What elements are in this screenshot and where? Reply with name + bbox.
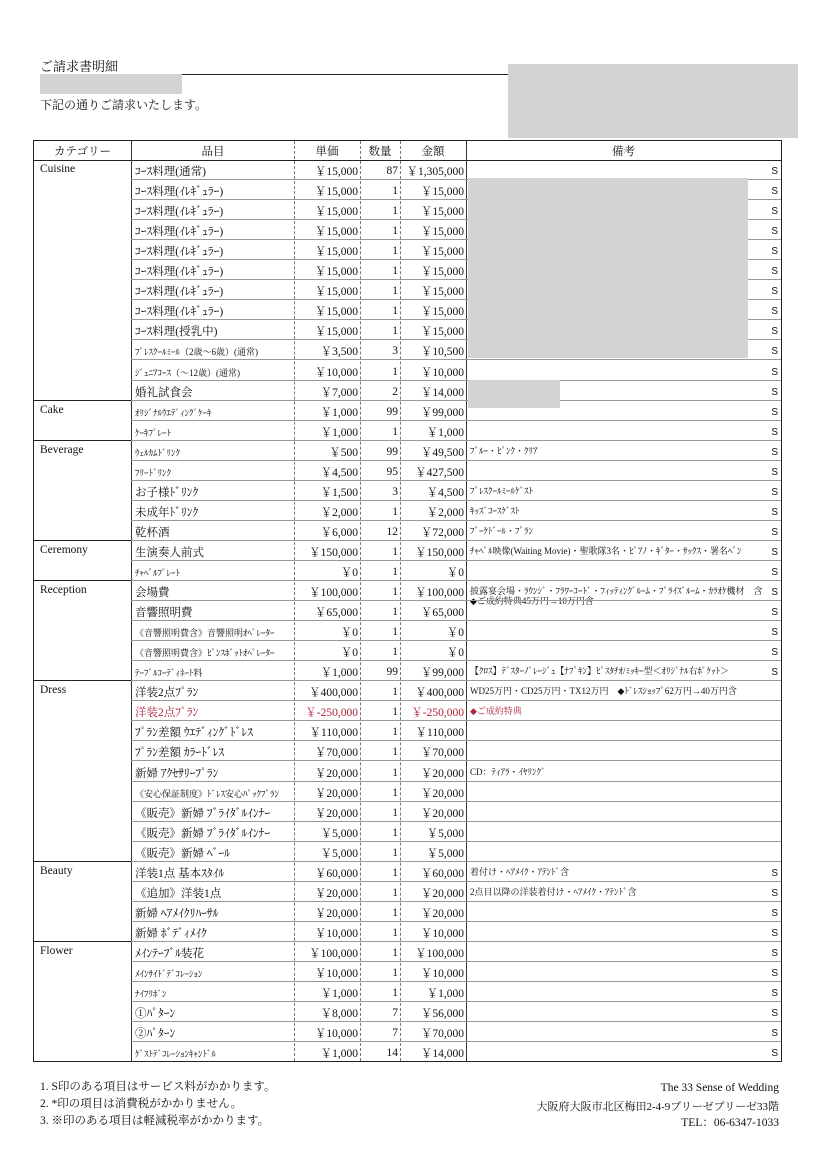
table-row — [34, 521, 781, 541]
unit-price-cell: ￥150,000 — [309, 546, 358, 559]
item-cell: ﾌﾘｰﾄﾞﾘﾝｸ — [135, 467, 172, 478]
quantity-cell: 3 — [392, 485, 398, 498]
quantity-cell: 12 — [386, 525, 398, 538]
service-mark: S — [771, 206, 778, 218]
amount-cell: ￥60,000 — [420, 867, 464, 880]
category-separator — [34, 861, 131, 862]
category-separator — [34, 680, 131, 681]
amount-cell: ￥20,000 — [420, 907, 464, 920]
quantity-cell: 99 — [386, 666, 398, 679]
item-cell: ①ﾊﾟﾀｰﾝ — [135, 1008, 176, 1021]
unit-price-cell: ￥1,000 — [320, 426, 358, 439]
service-mark: S — [771, 486, 778, 498]
unit-price-cell: ￥10,000 — [314, 968, 358, 980]
table-row — [34, 441, 781, 461]
item-cell: 《安心保証制度》ﾄﾞﾚｽ安心ﾊﾟｯｸﾌﾟﾗﾝ — [135, 788, 280, 799]
item-cell: ｺｰｽ料理(ｲﾚｷﾞｭﾗｰ) — [135, 266, 224, 279]
note-cell: ｷｯｽﾞｺｰｽｹﾞｽﾄ — [470, 505, 520, 516]
unit-price-cell: ￥1,000 — [320, 1048, 358, 1061]
note-cell: 【ｸﾛｽ】ﾃﾞｽﾀｰﾉﾞﾚｰｼﾞｭ【ﾅﾌﾟｷﾝ】ﾋﾟｽﾀﾁｵ/ﾐｯｷｰ型＜ｵﾘｼﾞﾅﾙ右ﾎﾟｹｯﾄ＞ — [470, 666, 730, 677]
service-mark: S — [771, 166, 778, 177]
quantity-cell: 1 — [392, 987, 398, 1000]
quantity-cell: 1 — [392, 967, 398, 979]
amount-cell: ￥100,000 — [415, 587, 464, 600]
quantity-cell: 2 — [392, 385, 398, 398]
intro-text: 下記の通りご請求いたします。 — [40, 98, 208, 112]
service-mark: S — [771, 647, 778, 659]
note-cell: ﾌﾟﾚｽｸｰﾙﾐｰﾙｹﾞｽﾄ — [470, 485, 534, 496]
item-cell: 洋装2点ﾌﾟﾗﾝ — [135, 707, 199, 720]
item-cell: 《追加》洋装1点 — [135, 887, 222, 900]
amount-cell: ￥15,000 — [420, 266, 464, 279]
item-cell: ｺｰｽ料理(ｲﾚｷﾞｭﾗｰ) — [135, 246, 224, 259]
item-cell: ｹｰｷﾌﾟﾚｰﾄ — [135, 427, 172, 438]
table-row — [34, 942, 781, 962]
quantity-cell: 1 — [392, 926, 398, 939]
table-row — [34, 1002, 781, 1022]
quantity-cell: 1 — [392, 746, 398, 759]
table-row — [34, 822, 781, 842]
table-row — [34, 1022, 781, 1042]
unit-price-cell: ￥20,000 — [314, 907, 358, 920]
item-cell: ﾒｲﾝﾃｰﾌﾞﾙ装花 — [135, 947, 204, 960]
category-cell: Reception — [40, 584, 87, 597]
amount-cell: ￥20,000 — [420, 887, 464, 900]
table-row — [34, 421, 781, 441]
unit-price-cell: ￥20,000 — [314, 807, 358, 820]
item-cell: ｺｰｽ料理(ｲﾚｷﾞｭﾗｰ) — [135, 206, 224, 219]
item-cell: ｹﾞｽﾄﾃﾞｺﾚｰｼｮﾝｷｬﾝﾄﾞﾙ — [135, 1049, 217, 1060]
amount-cell: ￥15,000 — [420, 226, 464, 239]
unit-price-cell: ￥7,000 — [320, 386, 358, 399]
quantity-cell: 1 — [392, 786, 398, 799]
service-mark: S — [771, 907, 778, 919]
unit-price-cell: ￥1,000 — [320, 667, 358, 680]
service-mark: S — [771, 506, 778, 518]
service-mark: S — [771, 186, 778, 198]
amount-cell: ￥99,000 — [420, 667, 464, 680]
item-cell: 新婦 ｱｸｾｻﾘｰﾌﾟﾗﾝ — [135, 767, 219, 780]
table-row — [34, 902, 781, 922]
unit-price-cell: ￥15,000 — [314, 186, 358, 199]
service-mark: S — [771, 927, 778, 939]
table-row — [34, 160, 781, 180]
table-row — [34, 501, 781, 521]
amount-cell: ￥1,000 — [426, 988, 464, 1001]
service-mark: S — [771, 446, 778, 458]
col-item: 品目 — [201, 146, 225, 158]
note-cell: WD25万円・CD25万円・TX12万円 ◆ﾄﾞﾚｽｼｮｯﾌﾟ62万円→40万円含 — [470, 686, 737, 697]
item-cell: 生演奏人前式 — [135, 546, 204, 559]
item-cell: ﾌﾟﾗﾝ差額 ｶﾗｰﾄﾞﾚｽ — [135, 747, 225, 760]
note-cell — [470, 1047, 770, 1066]
table-row — [34, 601, 781, 621]
amount-cell: ￥56,000 — [420, 1008, 464, 1021]
service-mark: S — [771, 887, 778, 899]
table-header — [34, 141, 781, 161]
quantity-cell: 1 — [392, 185, 398, 198]
amount-cell: ￥15,000 — [420, 206, 464, 219]
table-row — [34, 681, 781, 701]
unit-price-cell: ￥15,000 — [314, 226, 358, 239]
unit-price-cell: ￥5,000 — [320, 827, 358, 840]
service-mark: S — [771, 968, 778, 979]
quantity-cell: 1 — [392, 906, 398, 919]
unit-price-cell: ￥15,000 — [314, 286, 358, 299]
table-row — [34, 661, 781, 681]
category-cell: Dress — [40, 684, 67, 697]
amount-cell: ￥15,000 — [420, 286, 464, 299]
service-mark: S — [771, 627, 778, 639]
item-cell: 《販売》新婦 ﾌﾞﾗｲﾀﾞﾙｲﾝﾅｰ — [135, 807, 271, 820]
quantity-cell: 1 — [392, 866, 398, 879]
unit-price-cell: ￥0 — [340, 567, 358, 579]
quantity-cell: 1 — [392, 365, 398, 378]
company-address: 大阪府大阪市北区梅田2-4-9ブリーゼブリーゼ33階 — [536, 1101, 779, 1113]
table-row — [34, 1042, 781, 1062]
item-cell: ｵﾘｼﾞﾅﾙｳｴﾃﾞｨﾝｸﾞｹｰｷ — [135, 407, 212, 418]
amount-cell: ￥15,000 — [420, 186, 464, 199]
unit-price-cell: ￥20,000 — [314, 787, 358, 800]
table-row — [34, 401, 781, 421]
amount-cell: ￥14,000 — [420, 1048, 464, 1061]
quantity-cell: 1 — [392, 225, 398, 238]
item-cell: ｺｰｽ料理(ｲﾚｷﾞｭﾗｰ) — [135, 186, 224, 199]
table-row — [34, 701, 781, 721]
service-mark: S — [771, 286, 778, 298]
unit-price-cell: ￥20,000 — [314, 767, 358, 780]
col-category: カテゴリー — [53, 146, 112, 158]
table-row — [34, 962, 781, 982]
item-cell: ②ﾊﾟﾀｰﾝ — [135, 1028, 176, 1041]
quantity-cell: 1 — [392, 205, 398, 218]
table-row — [34, 782, 781, 802]
amount-cell: ￥20,000 — [420, 807, 464, 820]
quantity-cell: 1 — [392, 726, 398, 739]
amount-cell: ￥10,500 — [420, 346, 464, 359]
unit-price-cell: ￥1,000 — [320, 988, 358, 1001]
note-cell: ﾌﾞﾙｰ・ﾋﾟﾝｸ・ｸﾘｱ — [470, 445, 538, 456]
amount-cell: ￥15,000 — [420, 246, 464, 259]
unit-price-cell: ￥15,000 — [314, 166, 358, 178]
col-price: 単価 — [315, 146, 339, 158]
unit-price-cell: ￥8,000 — [320, 1008, 358, 1021]
service-mark: S — [771, 326, 778, 338]
quantity-cell: 7 — [392, 1007, 398, 1020]
table-row — [34, 862, 781, 882]
unit-price-cell: ￥500 — [329, 446, 358, 459]
amount-cell: ￥1,000 — [426, 426, 464, 439]
item-cell: 音響照明費 — [135, 607, 193, 620]
service-mark: S — [771, 266, 778, 278]
unit-price-cell: ￥2,000 — [320, 506, 358, 519]
table-row — [34, 762, 781, 782]
quantity-cell: 1 — [392, 846, 398, 859]
amount-cell: ￥1,305,000 — [406, 166, 464, 178]
category-cell: Flower — [40, 944, 73, 957]
item-cell: ﾒｲﾝｻｲﾄﾞﾃﾞｺﾚｰｼｮﾝ — [135, 969, 203, 979]
company-name: The 33 Sense of Wedding — [660, 1082, 779, 1094]
quantity-cell: 1 — [392, 626, 398, 639]
amount-cell: ￥99,000 — [420, 406, 464, 419]
quantity-cell: 1 — [392, 425, 398, 438]
quantity-cell: 1 — [392, 586, 398, 599]
item-cell: 乾杯酒 — [135, 526, 170, 539]
amount-cell: ￥427,500 — [415, 466, 464, 479]
service-mark: S — [771, 406, 778, 418]
amount-cell: ￥0 — [446, 647, 464, 660]
amount-cell: ￥5,000 — [426, 847, 464, 860]
note-cell: ﾁｬﾍﾟﾙ映像(Waiting Movie)・聖歌隊3名・ﾋﾟｱﾉ・ｷﾞﾀｰ・ｻｯｸｽ・署名ﾍﾟﾝ — [470, 545, 742, 556]
unit-price-cell: ￥15,000 — [314, 326, 358, 339]
table-row — [34, 741, 781, 761]
category-cell: Ceremony — [40, 543, 88, 556]
unit-price-cell: ￥65,000 — [314, 607, 358, 620]
item-cell: ﾁｬﾍﾟﾙﾌﾟﾚｰﾄ — [135, 568, 181, 578]
redacted-block — [508, 64, 798, 138]
service-mark: S — [771, 1028, 778, 1040]
service-mark: S — [771, 366, 778, 378]
amount-cell: ￥-250,000 — [411, 707, 464, 720]
quantity-cell: 1 — [392, 686, 398, 699]
category-separator — [34, 580, 131, 581]
service-mark: S — [771, 587, 778, 599]
unit-price-cell: ￥-250,000 — [305, 707, 358, 720]
service-mark: S — [771, 947, 778, 959]
amount-cell: ￥10,000 — [420, 968, 464, 980]
service-mark: S — [771, 466, 778, 478]
unit-price-cell: ￥10,000 — [314, 927, 358, 940]
redacted-block — [468, 178, 748, 358]
unit-price-cell: ￥400,000 — [309, 687, 358, 700]
amount-cell: ￥110,000 — [415, 727, 464, 740]
note-cell: ◆ご成約特典 — [470, 706, 522, 717]
table-row — [34, 541, 781, 561]
category-separator — [34, 400, 131, 401]
quantity-cell: 1 — [392, 806, 398, 819]
amount-cell: ￥20,000 — [420, 767, 464, 780]
item-cell: ｺｰｽ料理(ｲﾚｷﾞｭﾗｰ) — [135, 306, 224, 319]
item-cell: 未成年ﾄﾞﾘﾝｸ — [135, 506, 199, 519]
quantity-cell: 1 — [392, 245, 398, 258]
quantity-cell: 99 — [386, 405, 398, 418]
amount-cell: ￥2,000 — [426, 506, 464, 519]
amount-cell: ￥15,000 — [420, 326, 464, 339]
unit-price-cell: ￥10,000 — [314, 1028, 358, 1041]
table-row — [34, 842, 781, 862]
quantity-cell: 1 — [392, 706, 398, 719]
unit-price-cell: ￥20,000 — [314, 887, 358, 900]
category-cell: Cuisine — [40, 163, 76, 175]
note-cell: 着付け・ﾍｱﾒｲｸ・ｱﾃﾝﾄﾞ含 — [470, 866, 570, 877]
amount-cell: ￥14,000 — [420, 386, 464, 399]
item-cell: ｳｪﾙｶﾑﾄﾞﾘﾝｸ — [135, 447, 181, 458]
unit-price-cell: ￥100,000 — [309, 947, 358, 960]
unit-price-cell: ￥15,000 — [314, 246, 358, 259]
service-mark: S — [771, 1048, 778, 1060]
table-row — [34, 481, 781, 501]
category-separator — [34, 941, 131, 942]
invoice-title: ご請求書明細 — [40, 59, 119, 74]
item-cell: 《販売》新婦 ﾌﾞﾗｲﾀﾞﾙｲﾝﾅｰ — [135, 827, 271, 840]
service-mark: S — [771, 667, 778, 679]
table-row — [34, 882, 781, 902]
service-mark: S — [771, 567, 778, 578]
quantity-cell: 14 — [386, 1047, 398, 1060]
service-mark: S — [771, 546, 778, 558]
item-cell: 《音響照明費含》音響照明ｵﾍﾟﾚｰﾀｰ — [135, 628, 275, 639]
item-cell: 洋装1点 基本ｽﾀｲﾙ — [135, 867, 225, 880]
redacted-block — [468, 380, 560, 408]
amount-cell: ￥49,500 — [420, 446, 464, 459]
footnote: 1. S印のある項目はサービス料がかかります。 — [40, 1081, 276, 1093]
quantity-cell: 7 — [392, 1027, 398, 1040]
amount-cell: ￥10,000 — [420, 927, 464, 940]
quantity-cell: 1 — [392, 946, 398, 959]
category-cell: Beauty — [40, 864, 73, 877]
quantity-cell: 1 — [392, 545, 398, 558]
quantity-cell: 95 — [386, 465, 398, 478]
unit-price-cell: ￥4,500 — [320, 466, 358, 479]
amount-cell: ￥100,000 — [415, 947, 464, 960]
item-cell: 《音響照明費含》ﾋﾟﾝｽﾎﾟｯﾄｵﾍﾟﾚｰﾀｰ — [135, 648, 275, 659]
table-row — [34, 621, 781, 641]
unit-price-cell: ￥100,000 — [309, 587, 358, 600]
item-cell: 新婦 ﾎﾞﾃﾞｨﾒｲｸ — [135, 927, 207, 940]
item-cell: ﾅｲﾌﾘﾎﾞﾝ — [135, 989, 167, 1000]
unit-price-cell: ￥60,000 — [314, 867, 358, 880]
service-mark: S — [771, 426, 778, 438]
category-cell: Beverage — [40, 443, 84, 456]
table-row — [34, 802, 781, 822]
item-cell: 会場費 — [135, 587, 170, 600]
service-mark: S — [771, 867, 778, 879]
category-separator — [34, 540, 131, 541]
note-cell: CD：ﾃｨｱﾗ・ｲﾔﾘﾝｸﾞ — [470, 766, 546, 777]
service-mark: S — [771, 346, 778, 358]
table-row — [34, 561, 781, 581]
table-row — [34, 361, 781, 381]
item-cell: 《販売》新婦 ﾍﾞｰﾙ — [135, 847, 230, 860]
item-cell: お子様ﾄﾞﾘﾝｸ — [135, 486, 199, 499]
table-row — [34, 381, 781, 401]
item-cell: ｺｰｽ料理(通常) — [135, 166, 206, 178]
table-row — [34, 461, 781, 481]
table-row — [34, 922, 781, 942]
amount-cell: ￥65,000 — [420, 607, 464, 620]
col-amount: 金額 — [421, 146, 445, 158]
table-row — [34, 641, 781, 661]
service-mark: S — [771, 1008, 778, 1020]
unit-price-cell: ￥1,500 — [320, 486, 358, 499]
amount-cell: ￥72,000 — [420, 526, 464, 539]
item-cell: 婚礼試食会 — [135, 386, 193, 399]
quantity-cell: 1 — [392, 646, 398, 659]
unit-price-cell: ￥15,000 — [314, 306, 358, 319]
service-mark: S — [771, 386, 778, 398]
note-cell: 2点目以降の洋装着付け・ﾍｱﾒｲｸ・ｱﾃﾝﾄﾞ含 — [470, 886, 637, 897]
footnote: 2. *印の項目は消費税がかかりません。 — [40, 1098, 242, 1110]
service-mark: S — [771, 226, 778, 238]
note-cell: ﾌﾞｰｹﾄﾞｰﾙ・ﾌﾟﾗﾝ — [470, 525, 534, 536]
amount-cell: ￥15,000 — [420, 306, 464, 319]
note-cell: 披露宴会場・ﾗｳﾝｼﾞ・ﾌﾗﾜｰｺｰﾄﾞ・ﾌｨｯﾃｨﾝｸﾞﾙｰﾑ・ﾌﾟﾗｲｽﾞﾙｰﾑ・ｶﾗｵｹ機材 含 ◆ご成約特典45万円→10万円含 — [470, 586, 772, 607]
quantity-cell: 1 — [392, 826, 398, 839]
table-row — [34, 721, 781, 741]
unit-price-cell: ￥15,000 — [314, 266, 358, 279]
unit-price-cell: ￥6,000 — [320, 526, 358, 539]
unit-price-cell: ￥0 — [340, 647, 358, 660]
service-mark: S — [771, 306, 778, 318]
quantity-cell: 1 — [392, 606, 398, 619]
unit-price-cell: ￥0 — [340, 627, 358, 640]
amount-cell: ￥4,500 — [426, 486, 464, 499]
quantity-cell: 1 — [392, 766, 398, 779]
item-cell: ｺｰｽ料理(ｲﾚｷﾞｭﾗｰ) — [135, 226, 224, 239]
footnote: 3. ※印のある項目は軽減税率がかかります。 — [40, 1115, 270, 1127]
col-qty: 数量 — [368, 146, 392, 158]
category-separator — [34, 440, 131, 441]
amount-cell: ￥150,000 — [415, 546, 464, 559]
unit-price-cell: ￥15,000 — [314, 206, 358, 219]
quantity-cell: 1 — [392, 265, 398, 278]
amount-cell: ￥5,000 — [426, 827, 464, 840]
unit-price-cell: ￥110,000 — [309, 727, 358, 740]
amount-cell: ￥0 — [446, 567, 464, 579]
col-note: 備考 — [612, 146, 635, 158]
item-cell: ｼﾞｭﾆｱｺｰｽ（～12歳）(通常) — [135, 367, 240, 378]
amount-cell: ￥0 — [446, 627, 464, 640]
quantity-cell: 87 — [386, 165, 398, 177]
quantity-cell: 3 — [392, 345, 398, 358]
quantity-cell: 1 — [392, 505, 398, 518]
service-mark: S — [771, 988, 778, 1000]
category-cell: Cake — [40, 403, 64, 416]
service-mark: S — [771, 246, 778, 258]
unit-price-cell: ￥5,000 — [320, 847, 358, 860]
amount-cell: ￥70,000 — [420, 747, 464, 760]
unit-price-cell: ￥3,500 — [320, 346, 358, 359]
item-cell: 新婦 ﾍｱﾒｲｸﾘﾊｰｻﾙ — [135, 907, 219, 920]
service-mark: S — [771, 526, 778, 538]
quantity-cell: 1 — [392, 325, 398, 338]
table-row — [34, 982, 781, 1002]
item-cell: ﾌﾟﾚｽｸｰﾙﾐｰﾙ（2歳～6歳）(通常) — [135, 347, 258, 358]
item-cell: ｺｰｽ料理(ｲﾚｷﾞｭﾗｰ) — [135, 286, 224, 299]
quantity-cell: 1 — [392, 886, 398, 899]
item-cell: 洋装2点ﾌﾟﾗﾝ — [135, 687, 199, 700]
item-cell: ｺｰｽ料理(授乳中) — [135, 326, 218, 339]
amount-cell: ￥10,000 — [420, 366, 464, 379]
quantity-cell: 1 — [392, 566, 398, 578]
redacted-block — [40, 74, 182, 94]
amount-cell: ￥70,000 — [420, 1028, 464, 1041]
item-cell: ﾌﾟﾗﾝ差額 ｳｴﾃﾞｨﾝｸﾞﾄﾞﾚｽ — [135, 727, 253, 740]
amount-cell: ￥400,000 — [415, 687, 464, 700]
unit-price-cell: ￥1,000 — [320, 406, 358, 419]
unit-price-cell: ￥70,000 — [314, 747, 358, 760]
quantity-cell: 99 — [386, 445, 398, 458]
table-row — [34, 581, 781, 607]
unit-price-cell: ￥10,000 — [314, 366, 358, 379]
company-tel: TEL：06-6347-1033 — [681, 1117, 779, 1129]
quantity-cell: 1 — [392, 285, 398, 298]
service-mark: S — [771, 607, 778, 619]
amount-cell: ￥20,000 — [420, 787, 464, 800]
quantity-cell: 1 — [392, 305, 398, 318]
item-cell: ﾃｰﾌﾞﾙｺｰﾃﾞｨﾈｰﾄ料 — [135, 668, 203, 679]
